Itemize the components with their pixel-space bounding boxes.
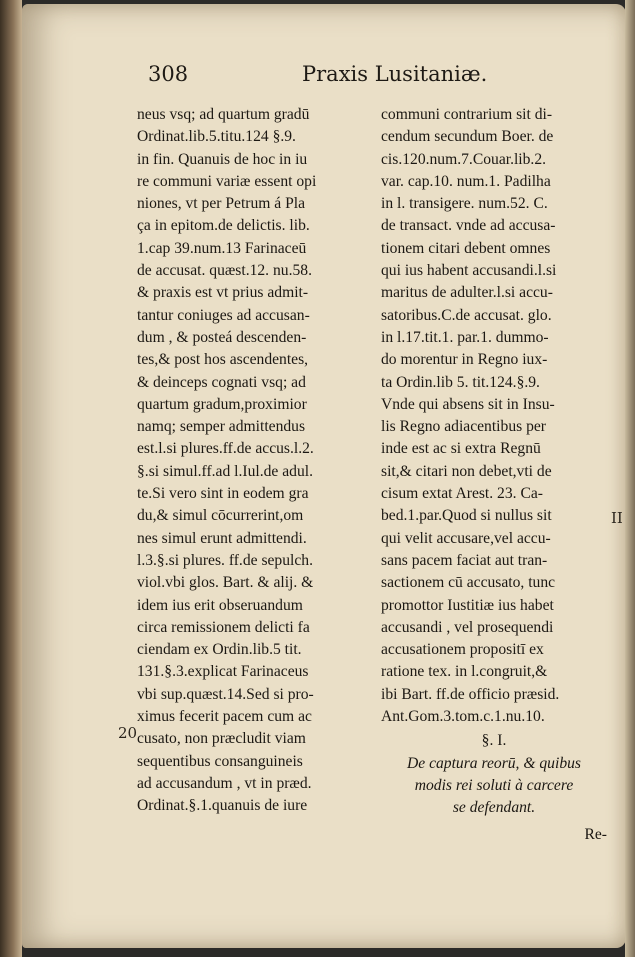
text-line: re communi variæ essent opi	[137, 172, 317, 190]
text-line: ciendam ex Ordin.lib.5 tit.	[137, 641, 302, 659]
page-header	[148, 62, 518, 92]
text-line: sit,& citari non debet,vti de	[381, 462, 552, 480]
text-line: cisum extat Arest. 23. Ca-	[381, 485, 543, 503]
text-line: accusandi , vel prosequendi	[381, 618, 554, 636]
text-line: sactionem cū accusato, tunc	[381, 574, 556, 592]
text-line: de accusat. quæst.12. nu.58.	[137, 262, 312, 280]
text-line: nes simul erunt admittendi.	[137, 529, 307, 547]
text-line: neus vsq; ad quartum gradū	[137, 106, 310, 123]
text-line: est.l.si plures.ff.de accus.l.2.	[137, 440, 314, 458]
text-line: & deinceps cognati vsq; ad	[137, 373, 306, 391]
text-line: cis.120.num.7.Couar.lib.2.	[381, 150, 547, 168]
text-line: §.si simul.ff.ad l.Iul.de adul.	[137, 462, 313, 480]
text-line: in l. transigere. num.52. C.	[381, 195, 548, 213]
text-line: ratione tex. in l.congruit,&	[381, 663, 548, 681]
text-line: idem ius erit obseruandum	[137, 596, 303, 614]
catchword: Re-	[584, 825, 607, 843]
text-line: ça in epitom.de delictis. lib.	[137, 217, 310, 235]
text-line: maritus de adulter.l.si accu-	[381, 284, 553, 302]
text-line: tantur coniuges ad accusan-	[137, 306, 310, 324]
section-title-line: modis rei soluti à carcere	[414, 776, 574, 794]
section-title-line: se defendant.	[452, 799, 536, 817]
text-line: sans pacem faciat aut tran-	[381, 551, 548, 569]
page-edge	[625, 0, 635, 957]
text-line: accusationem propositī ex	[381, 641, 544, 659]
text-line: tes,& post hos ascendentes,	[137, 351, 309, 369]
text-line: qui ius habent accusandi.l.si	[381, 262, 557, 280]
text-line: satoribus.C.de accusat. glo.	[381, 306, 552, 324]
text-line: niones, vt per Petrum á Pla	[137, 195, 306, 213]
text-line: Ordinat.§.1.quanuis de iure	[137, 797, 308, 815]
book-gutter	[0, 0, 22, 957]
text-line: l.3.§.si plures. ff.de sepulch.	[137, 551, 313, 569]
text-line: vbi sup.quæst.14.Sed si pro-	[137, 685, 314, 703]
text-line: circa remissionem delicti fa	[137, 618, 310, 636]
text-line: viol.vbi glos. Bart. & alij. &	[137, 574, 314, 592]
text-line: dum , & posteá descenden-	[137, 328, 307, 346]
text-line: ximus fecerit pacem cum ac	[137, 708, 312, 726]
text-line: Vnde qui absens sit in Insu-	[381, 395, 555, 413]
folio-number: 308	[148, 62, 189, 86]
text-line: tionem citari debent omnes	[381, 239, 551, 257]
left-text-column	[137, 104, 369, 818]
text-line: ibi Bart. ff.de officio præsid.	[381, 685, 560, 703]
text-line: inde est ac si extra Regnū	[381, 440, 541, 458]
section-heading: §. I.	[481, 732, 507, 750]
text-line: communi contrarium sit di-	[381, 106, 553, 123]
text-line: in l.17.tit.1. par.1. dummo-	[381, 328, 549, 346]
text-line: in fin. Quanuis de hoc in iu	[137, 150, 308, 168]
text-line: var. cap.10. num.1. Padilha	[381, 172, 551, 190]
text-line: cendum secundum Boer. de	[381, 128, 554, 146]
text-line: do morentur in Regno iux-	[381, 351, 548, 369]
text-line: Ant.Gom.3.tom.c.1.nu.10.	[381, 708, 545, 726]
text-line: quartum gradum,proximior	[137, 395, 307, 413]
text-line: ad accusandum , vt in præd.	[137, 774, 312, 792]
text-line: & praxis est vt prius admit-	[137, 284, 309, 302]
marginal-mark: II	[611, 509, 623, 527]
text-line: 131.§.3.explicat Farinaceus	[137, 663, 309, 681]
section-title-line: De captura reorū, & quibus	[407, 754, 581, 772]
text-line: ta Ordin.lib 5. tit.124.§.9.	[381, 373, 540, 391]
text-line: qui velit accusare,vel accu-	[381, 529, 551, 547]
text-line: promottor Iustitiæ ius habet	[381, 596, 554, 614]
marginal-number: 20	[118, 724, 138, 742]
text-line: sequentibus consanguineis	[137, 752, 303, 770]
text-line: du,& simul cōcurrerint,om	[137, 507, 304, 525]
text-line: bed.1.par.Quod si nullus sit	[381, 507, 552, 525]
text-line: lis Regno adiacentibus per	[381, 418, 546, 436]
text-line: namq; semper admittendus	[137, 418, 306, 436]
text-line: cusato, non præcludit viam	[137, 730, 306, 748]
running-title: Praxis Lusitaniæ.	[302, 62, 488, 86]
text-line: Ordinat.lib.5.titu.124 §.9.	[137, 128, 296, 146]
text-line: de transact. vnde ad accusa-	[381, 217, 556, 235]
text-line: te.Si vero sint in eodem gra	[137, 485, 309, 503]
right-text-column	[381, 104, 607, 846]
text-line: 1.cap 39.num.13 Farinaceū	[137, 239, 307, 257]
